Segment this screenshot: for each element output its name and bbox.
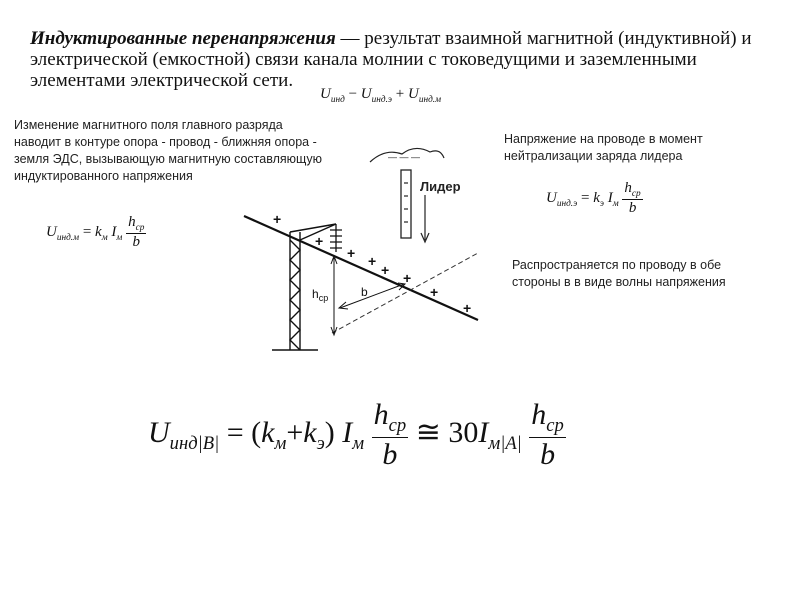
svg-text:+: + — [381, 262, 390, 278]
sub-m: м — [116, 232, 123, 243]
intro-text: — результат взаимной магнитной (индуктивной) и электрической (емкостной) связи канала молнии с токоведущими и заземленными элементами электрической сети. — [30, 28, 752, 91]
symbol-u: U — [407, 86, 419, 102]
sub-indm: инд.м — [418, 95, 442, 105]
svg-text:+: + — [347, 245, 356, 261]
sub-cp: ср — [546, 415, 564, 436]
height-label: $h_{ср}$ — [312, 287, 329, 303]
leader-note: Напряжение на проводе в момент нейтрализации заряда лидера — [504, 132, 703, 163]
insulator-icon — [330, 224, 342, 252]
svg-text:+: + — [368, 253, 377, 269]
sub-ind-b: инд|B| — [169, 432, 220, 454]
fraction — [372, 398, 409, 472]
symbol-h: h — [128, 214, 136, 230]
symbol-i: I — [342, 415, 353, 449]
leader-channel — [401, 170, 411, 238]
svg-text:+: + — [273, 211, 282, 227]
sub-cp: ср — [135, 223, 145, 233]
svg-text:+: + — [315, 233, 324, 249]
symbol-i: I — [607, 189, 613, 206]
symbol-u: U — [148, 415, 170, 449]
sub-ind: инд — [330, 95, 345, 105]
symbol-u: U — [320, 86, 331, 102]
symbol-b: b — [628, 200, 637, 216]
symbol-u: U — [360, 86, 372, 102]
sub-m: м — [101, 232, 108, 243]
sub-m: м — [352, 432, 365, 454]
cloud-charge: — — — — [388, 152, 421, 162]
sub-e: э — [599, 198, 604, 209]
sub-m: м — [274, 432, 287, 454]
wave-note: Распространяется по проводу в обе стороны в в виде волны напряжения — [512, 258, 726, 289]
op-eq: − — [348, 86, 358, 102]
distance-label: b — [361, 285, 368, 299]
paren-close: ) — [324, 415, 335, 449]
fraction — [529, 398, 566, 472]
op-plus: + — [286, 415, 304, 449]
svg-text:+: + — [403, 270, 412, 286]
symbol-h: h — [531, 398, 547, 431]
symbol-k: k — [261, 415, 275, 449]
svg-text:+: + — [463, 300, 472, 316]
sub-m: м — [612, 198, 619, 209]
symbol-h: h — [373, 398, 389, 431]
leader-label: Лидер — [420, 179, 461, 194]
induced-charges — [273, 211, 471, 316]
op-eq: = — [580, 189, 590, 206]
symbol-k: k — [303, 415, 317, 449]
sub-inde: инд.э — [371, 95, 393, 105]
op-eq: = — [82, 223, 92, 240]
sub-m-a: м|A| — [488, 432, 522, 454]
symbol-h: h — [624, 180, 632, 196]
symbol-b: b — [382, 438, 398, 471]
magnetic-note: Изменение магнитного поля главного разряда наводит в контуре опора - провод - ближняя опора - земля ЭДС, вызывающую магнитную составляющую индуктированного напряжения — [14, 118, 323, 183]
symbol-i: I — [111, 223, 117, 240]
symbol-k: k — [593, 189, 600, 206]
sub-cp: ср — [388, 415, 407, 436]
symbol-i: I — [478, 415, 489, 449]
symbol-u: U — [46, 223, 57, 240]
symbol-b: b — [540, 438, 556, 471]
distance-arrow — [340, 284, 404, 308]
approx-30: ≅ 30 — [415, 415, 479, 449]
sub-e: э — [316, 432, 325, 454]
wire — [244, 216, 478, 320]
sub-inde: инд.э — [556, 198, 578, 209]
symbol-b: b — [132, 234, 140, 250]
term-heading: Индуктированные перенапряжения — [30, 28, 336, 49]
sub-cp: ср — [631, 189, 641, 199]
svg-text:+: + — [430, 284, 439, 300]
op-plus: + — [395, 86, 405, 102]
total-formula — [148, 398, 566, 472]
symbol-k: k — [95, 223, 102, 240]
paren-open: ( — [251, 415, 262, 449]
op-eq: = — [226, 415, 244, 449]
sub-indm: инд.м — [56, 232, 80, 243]
symbol-u: U — [546, 189, 557, 206]
